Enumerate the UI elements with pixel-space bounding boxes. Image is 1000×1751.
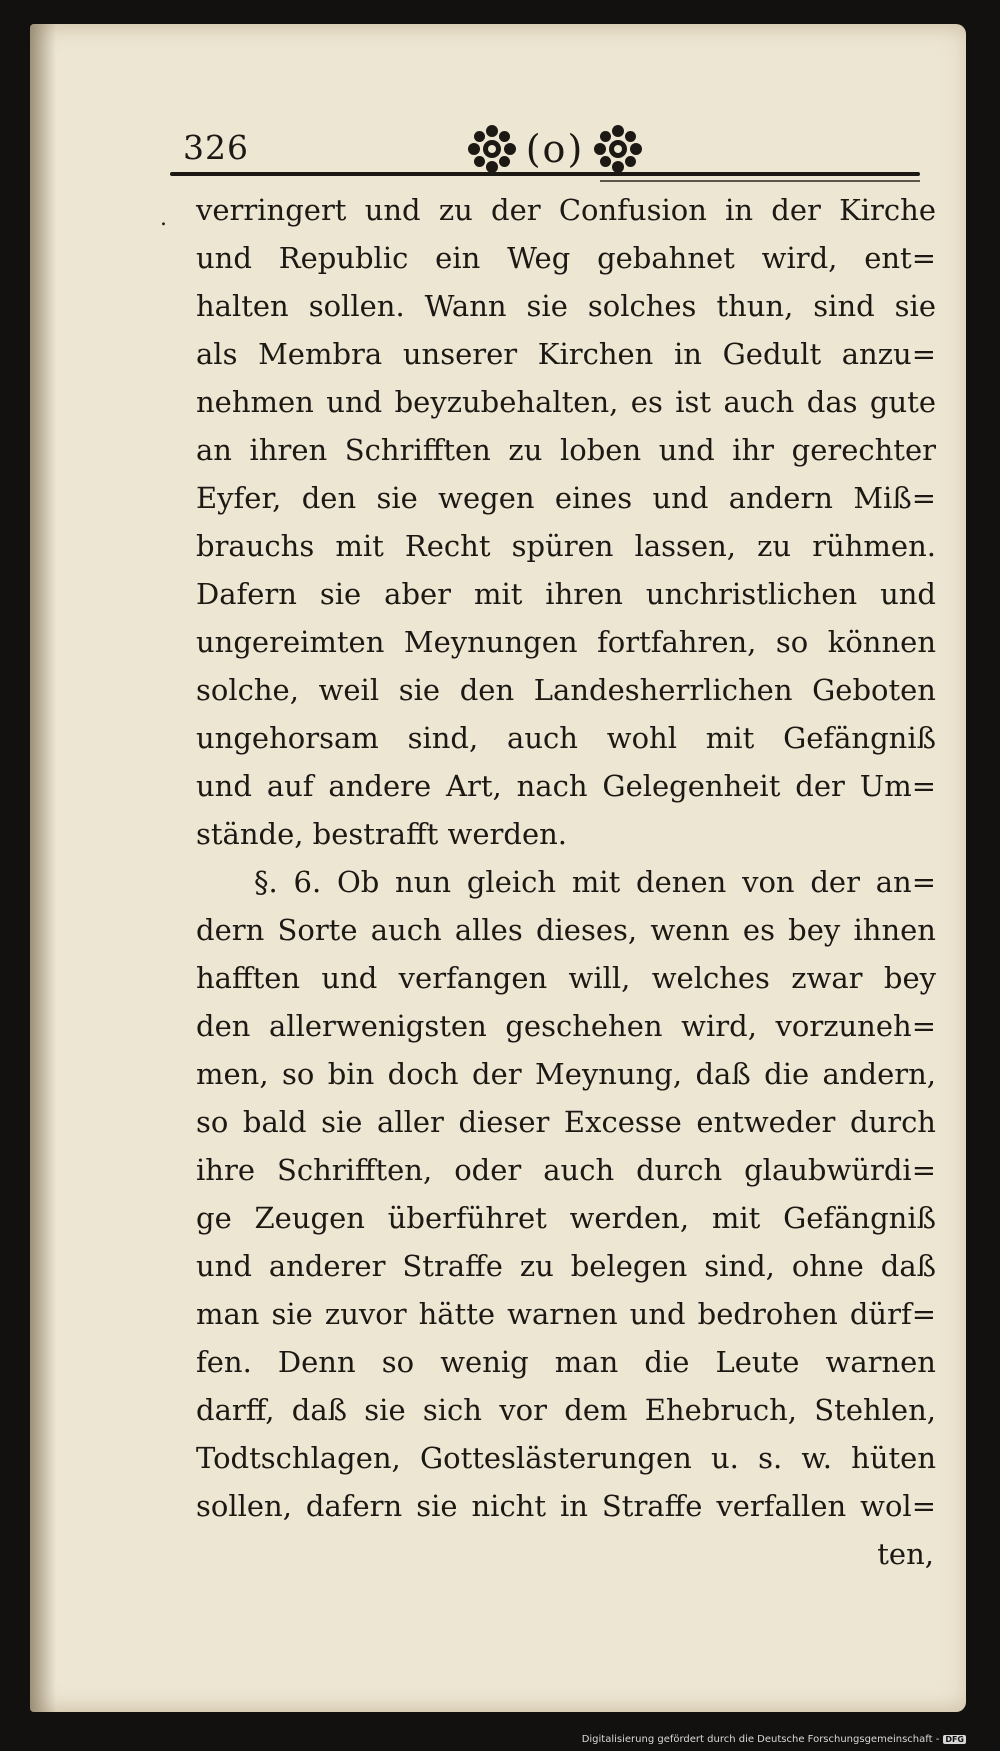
text-line: brauchs mit Recht spüren lassen, zu rühmen. [196, 529, 936, 563]
text-line: darff, daß sie sich vor dem Ehebruch, Stehlen, [196, 1393, 936, 1427]
text-line: ge Zeugen überführet werden, mit Gefängniß [196, 1201, 936, 1235]
stray-mark: . [160, 206, 167, 231]
text-line: ungehorsam sind, auch wohl mit Gefängniß [196, 721, 936, 755]
body-text [196, 186, 936, 1578]
text-line: men, so bin doch der Meynung, daß die andern, [196, 1057, 936, 1091]
text-line: hafften und verfangen will, welches zwar bey [196, 961, 936, 995]
text-line: verringert und zu der Confusion in der Kirche [196, 193, 936, 227]
flower-ornament-icon [592, 123, 644, 175]
flower-ornament-icon [466, 123, 518, 175]
text-line: Todtschlagen, Gotteslästerungen u. s. w. hüten [196, 1441, 936, 1475]
text-line: den allerwenigsten geschehen wird, vorzuneh= [196, 1009, 936, 1043]
header-ornament [450, 118, 660, 180]
header-ornament-center: (o) [525, 127, 585, 171]
text-line: sollen, dafern sie nicht in Straffe verfallen wol= [196, 1489, 936, 1523]
text-line: dern Sorte auch alles dieses, wenn es bey ihnen [196, 913, 936, 947]
text-line: an ihren Schrifften zu loben und ihr gerechter [196, 433, 936, 467]
text-line: ihre Schrifften, oder auch durch glaubwürdi= [196, 1153, 936, 1187]
text-line: Eyfer, den sie wegen eines und andern Miß= [196, 481, 936, 515]
text-line: und auf andere Art, nach Gelegenheit der Um= [196, 769, 936, 803]
dfg-logo: DFG [945, 1735, 964, 1744]
text-line: nehmen und beyzubehalten, es ist auch das gute [196, 385, 936, 419]
gutter-shadow [30, 24, 56, 1712]
credit-text: Digitalisierung gefördert durch die Deutsche Forschungsgemeinschaft - [581, 1734, 940, 1745]
text-line: solche, weil sie den Landesherrlichen Geboten [196, 673, 936, 707]
text-line: halten sollen. Wann sie solches thun, sind sie [196, 289, 936, 323]
digitization-credit [582, 1734, 966, 1745]
text-line: so bald sie aller dieser Excesse entweder durch [196, 1105, 936, 1139]
text-line: und anderer Straffe zu belegen sind, ohne daß [196, 1249, 936, 1283]
text-line: ungereimten Meynungen fortfahren, so können [196, 625, 936, 659]
text-line: Dafern sie aber mit ihren unchristlichen und [196, 577, 936, 611]
text-line: und Republic ein Weg gebahnet wird, ent= [196, 241, 936, 275]
catchword: ten, [877, 1537, 934, 1571]
text-line: stände, bestrafft werden. [196, 817, 568, 851]
text-line: als Membra unserer Kirchen in Gedult anzu= [196, 337, 936, 371]
header-rule-secondary [600, 180, 920, 182]
header-rule [170, 172, 920, 176]
text-line: fen. Denn so wenig man die Leute warnen [196, 1345, 936, 1379]
section-start-line: §. 6. Ob nun gleich mit denen von der an= [254, 865, 936, 899]
text-line: man sie zuvor hätte warnen und bedrohen dürf= [196, 1297, 936, 1331]
page-number: 326 [183, 128, 249, 167]
